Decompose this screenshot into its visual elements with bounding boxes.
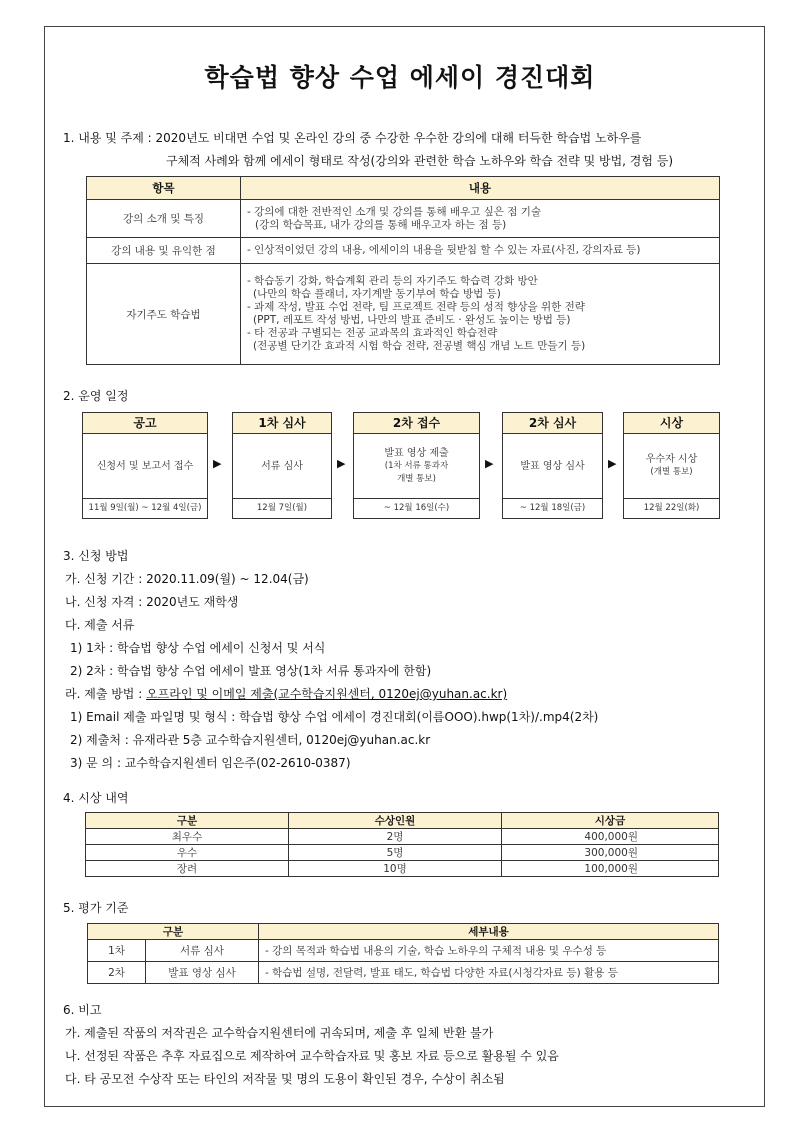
content-line: (나만의 학습 플래너, 자기계발 동기부여 학습 방법 등) — [253, 288, 501, 300]
award-category: 우수 — [86, 845, 289, 861]
note-item: 다. 타 공모전 수상작 또는 타인의 저작물 및 명의 도용이 확인된 경우, 수상이 취소됨 — [65, 1072, 505, 1086]
section5-heading: 5. 평가 기준 — [63, 901, 129, 915]
note-item: 나. 선정된 작품은 추후 자료집으로 제작하여 교수학습자료 및 홍보 자료 등으로 활용될 수 있음 — [65, 1049, 559, 1063]
award-prize: 100,000원 — [502, 861, 719, 877]
schedule-step — [353, 412, 480, 519]
table-row — [86, 829, 719, 845]
row-content — [241, 264, 720, 365]
step-desc-line: 서류 심사 — [261, 460, 303, 472]
section2-heading: 2. 운영 일정 — [63, 389, 129, 403]
content-line: (PPT, 레포트 작성 방법, 나만의 발표 준비도 · 완성도 높이는 방법 등) — [253, 314, 571, 326]
content-table-header-item: 항목 — [87, 177, 241, 200]
awards-header-prize: 시상금 — [502, 813, 719, 829]
schedule-step — [82, 412, 208, 519]
step-date: 11월 9일(월) ~ 12월 4일(금) — [88, 503, 202, 513]
arrow-icon: ▶ — [485, 457, 494, 470]
note-item: 가. 제출된 작품의 저작권은 교수학습지원센터에 귀속되며, 제출 후 일체 반환 불가 — [65, 1026, 494, 1040]
award-count: 2명 — [289, 829, 502, 845]
row-label: 자기주도 학습법 — [87, 264, 241, 365]
table-row — [87, 200, 720, 238]
content-line: - 강의에 대한 전반적인 소개 및 강의를 통해 배우고 싶은 점 기술 — [247, 205, 542, 218]
step-name: 2차 접수 — [354, 413, 479, 434]
awards-header-count: 수상인원 — [289, 813, 502, 829]
doc-item: 1) 1차 : 학습법 향상 수업 에세이 신청서 및 서식 — [70, 641, 326, 655]
step-name: 1차 심사 — [233, 413, 331, 434]
row-label: 강의 내용 및 유익한 점 — [87, 238, 241, 264]
content-line: - 인상적이었던 강의 내용, 에세이의 내용을 뒷받침 할 수 있는 자료(사진, 강의자료 등) — [247, 244, 641, 256]
step-desc-line: 발표 영상 제출 — [384, 447, 449, 459]
section4-heading: 4. 시상 내역 — [63, 791, 129, 805]
method-item: 2) 제출처 : 유재라관 5층 교수학습지원센터, 0120ej@yuhan.ac.kr — [70, 733, 431, 747]
row-content — [241, 238, 720, 264]
row-label: 강의 소개 및 특징 — [87, 200, 241, 238]
submit-method — [65, 685, 507, 702]
table-row — [88, 940, 719, 962]
page-title: 학습법 향상 수업 에세이 경진대회 — [204, 63, 596, 92]
criteria-header-category: 구분 — [88, 924, 259, 940]
table-row — [86, 861, 719, 877]
step-desc-line: 개별 통보) — [397, 473, 436, 484]
step-name: 공고 — [83, 413, 207, 434]
content-line: (전공별 단기간 효과적 시험 학습 전략, 전공별 핵심 개념 노트 만들기 등) — [253, 340, 586, 352]
section6-heading: 6. 비고 — [63, 1003, 102, 1017]
step-desc — [624, 434, 719, 499]
award-category: 장려 — [86, 861, 289, 877]
step-desc — [354, 434, 479, 499]
criteria-detail: - 강의 목적과 학습법 내용의 기술, 학습 노하우의 구체적 내용 및 우수성 등 — [259, 940, 719, 962]
section1-line2: 구체적 사례와 함께 에세이 형태로 작성(강의와 관련한 학습 노하우와 학습 전략 및 방법, 경험 등) — [166, 154, 674, 168]
award-count: 5명 — [289, 845, 502, 861]
step-date: 12월 22일(화) — [643, 503, 700, 513]
content-line: - 타 전공과 구별되는 전공 교과목의 효과적인 학습전략 — [247, 327, 498, 339]
award-prize: 300,000원 — [502, 845, 719, 861]
table-row — [87, 264, 720, 365]
awards-header-category: 구분 — [86, 813, 289, 829]
step-desc — [503, 434, 602, 499]
step-desc-line: 신청서 및 보고서 접수 — [96, 460, 194, 472]
table-row — [87, 238, 720, 264]
section1-line1: 1. 내용 및 주제 : 2020년도 비대면 수업 및 온라인 강의 중 수강한 우수한 강의에 대해 터득한 학습법 노하우를 — [63, 131, 642, 145]
docs-heading: 다. 제출 서류 — [65, 618, 135, 632]
method-item: 3) 문 의 : 교수학습지원센터 임은주(02-2610-0387) — [70, 756, 351, 770]
content-table — [86, 176, 720, 365]
apply-eligibility: 나. 신청 자격 : 2020년도 재학생 — [65, 595, 239, 609]
arrow-icon: ▶ — [213, 457, 222, 470]
step-date: 12월 7일(월) — [256, 503, 308, 513]
section3-heading: 3. 신청 방법 — [63, 549, 129, 563]
criteria-header-detail: 세부내용 — [259, 924, 719, 940]
content-line: - 과제 작성, 발표 수업 전략, 팀 프로젝트 전략 등의 성적 향상을 위한 전략 — [247, 301, 585, 313]
step-desc — [233, 434, 331, 499]
award-count: 10명 — [289, 861, 502, 877]
table-row — [88, 962, 719, 984]
award-prize: 400,000원 — [502, 829, 719, 845]
table-row — [86, 845, 719, 861]
step-desc-line: 발표 영상 심사 — [520, 460, 585, 472]
step-date: ~ 12월 16일(수) — [383, 503, 450, 513]
criteria-detail: - 학습법 설명, 전달력, 발표 태도, 학습법 다양한 자료(시청각자료 등) 활용 등 — [259, 962, 719, 984]
criteria-type: 발표 영상 심사 — [146, 962, 259, 984]
step-name: 2차 심사 — [503, 413, 602, 434]
arrow-icon: ▶ — [608, 457, 617, 470]
step-desc-line: (1차 서류 통과자 — [384, 460, 449, 471]
arrow-icon: ▶ — [337, 457, 346, 470]
step-date: ~ 12월 18일(금) — [519, 503, 586, 513]
submit-method-label: 라. 제출 방법 : — [65, 687, 147, 701]
content-line: (강의 학습목표, 내가 강의를 통해 배우고자 하는 점 등) — [255, 218, 507, 231]
content-line: - 학습동기 강화, 학습계획 관리 등의 자기주도 학습력 강화 방안 — [247, 275, 538, 287]
content-table-header-content: 내용 — [241, 177, 720, 200]
step-desc-line: (개별 통보) — [650, 467, 693, 477]
apply-period: 가. 신청 기간 : 2020.11.09(월) ~ 12.04(금) — [65, 572, 309, 586]
step-name: 시상 — [624, 413, 719, 434]
step-desc — [83, 434, 207, 499]
award-category: 최우수 — [86, 829, 289, 845]
schedule-step — [232, 412, 332, 519]
schedule-step — [502, 412, 603, 519]
schedule-step — [623, 412, 720, 519]
criteria-table — [87, 923, 719, 984]
criteria-round: 2차 — [88, 962, 146, 984]
method-item: 1) Email 제출 파일명 및 형식 : 학습법 향상 수업 에세이 경진대회(이름OOO).hwp(1차)/.mp4(2차) — [70, 710, 599, 724]
awards-table — [85, 812, 719, 877]
criteria-round: 1차 — [88, 940, 146, 962]
criteria-type: 서류 심사 — [146, 940, 259, 962]
step-desc-line: 우수자 시상 — [645, 454, 698, 465]
row-content — [241, 200, 720, 238]
submit-method-value: 오프라인 및 이메일 제출(교수학습지원센터, 0120ej@yuhan.ac.kr) — [146, 687, 508, 701]
doc-item: 2) 2차 : 학습법 향상 수업 에세이 발표 영상(1차 서류 통과자에 한함) — [70, 664, 432, 678]
